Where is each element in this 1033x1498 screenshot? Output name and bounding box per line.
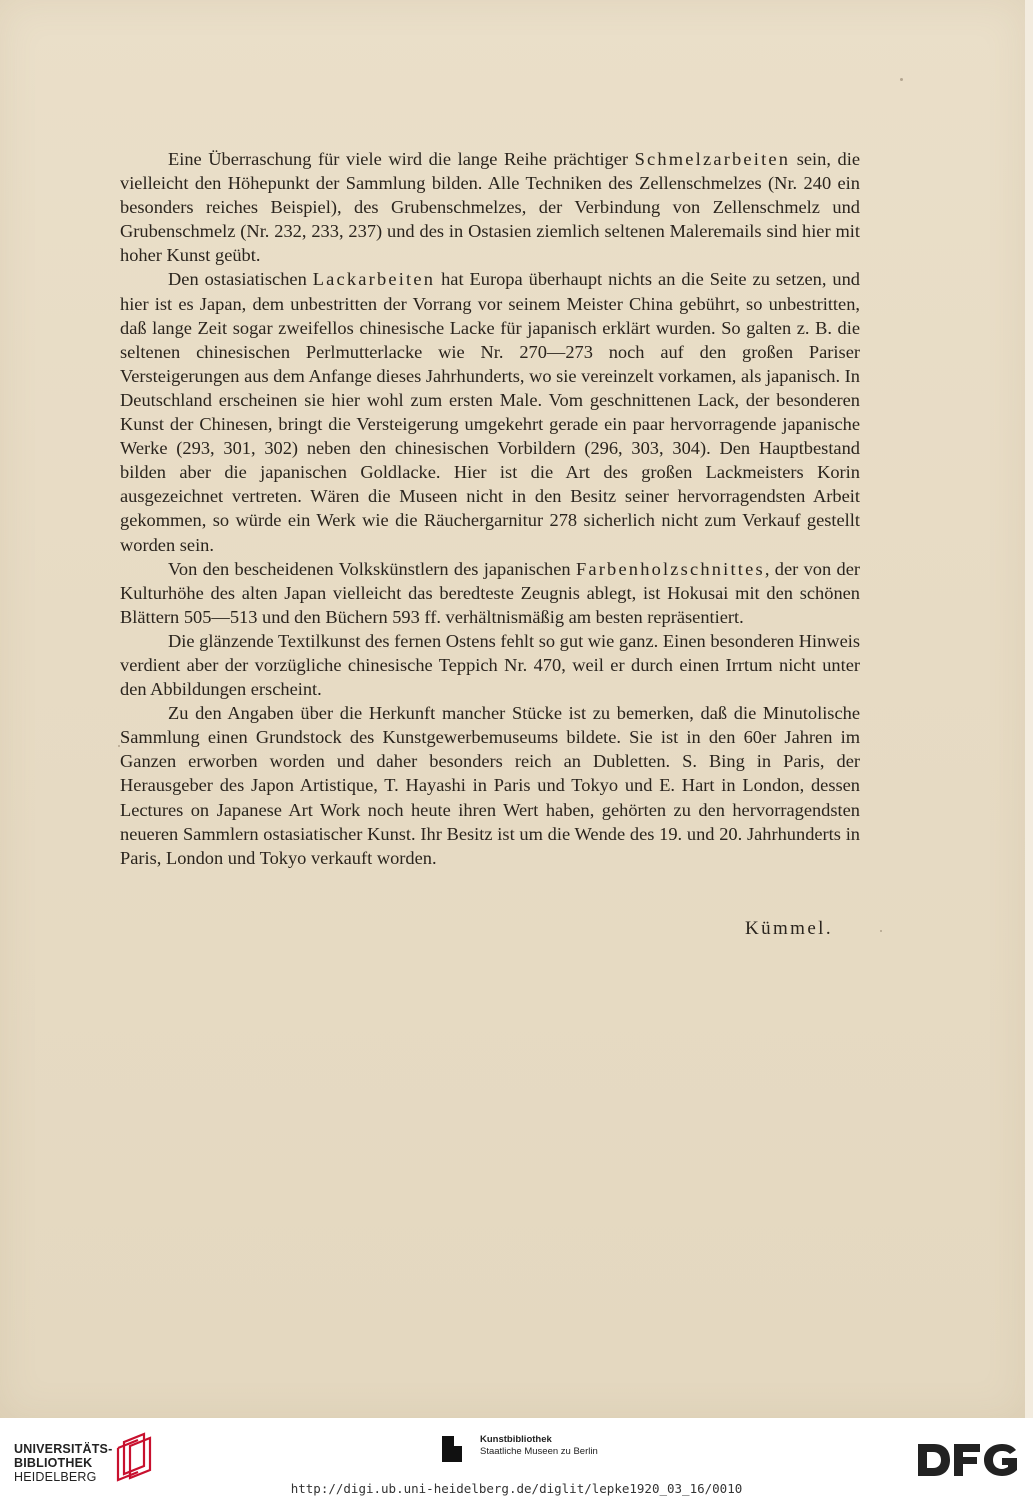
paragraph (120, 629, 860, 701)
ub-logo-text (14, 1442, 112, 1484)
kb-line2: Staatliche Museen zu Berlin (480, 1446, 598, 1457)
emphasized-term: Schmelzarbeiten (634, 149, 791, 169)
ub-logo-line3: HEIDELBERG (14, 1470, 97, 1484)
text-run: Zu den Angaben über die Herkunft mancher Stücke ist zu bemerken, daß die Minutolische Sammlung einen Grundstock des Kunstgewerbemuseums bildete. Sie ist in den 60er Jahren im Ganzen erworben worden und daher besonders reich an Dubletten. S. Bing in Paris, der Herausgeber des Japon Artistique, T. Hayashi in Paris und Tokyo und E. Hart in London, dessen Lectures on Japanese Art Work noch heute ihren Wert haben, gehörten zu den hervorragendsten neueren Sammlern ostasiatischer Kunst. Ihr Besitz ist um die Wende des 19. und 20. Jahrhunderts in Paris, London und Tokyo verkauft worden. (120, 703, 860, 868)
text-run: hat Europa überhaupt nichts an die Seite zu setzen, und hier ist es Japan, dem unbestritten der Vorrang vor seinem Meister China gebührt, so unbestritten, daß lange Zeit sogar zweifellos chinesische Lacke für japanisch erklärt wurden. So galten z. B. die seltenen chinesischen Perlmutterlacke wie Nr. 270—273 noch auf den großen Pariser Versteigerungen aus dem Anfange dieses Jahrhunderts, wo sie vereinzelt vorkamen, als japanisch. In Deutschland erscheinen sie hier wohl zum ersten Male. Vom geschnittenen Lack, der besonderen Kunst der Chinesen, bringt die Versteigerung umgekehrt gerade ein paar hervorragende japanische Werke (293, 301, 302) neben den chinesischen Vorbildern (296, 303, 304). Den Hauptbestand bilden aber die japanischen Goldlacke. Hier ist die Art des großen Lackmeisters Korin ausgezeichnet vertreten. Wären die Museen nicht in den Besitz seiner hervorragendsten Arbeit gekommen, so würde ein Werk wie die Räuchergarnitur 278 sicherlich nicht zum Verkauf gestellt worden sein. (120, 269, 860, 555)
author-signature: Kümmel. (744, 918, 833, 939)
paragraph (120, 147, 860, 267)
kunstbibliothek-logo[interactable] (442, 1434, 612, 1468)
permalink-url[interactable]: http://digi.ub.uni-heidelberg.de/diglit/lepke1920_03_16/0010 (290, 1481, 743, 1496)
kunstbibliothek-text (480, 1434, 598, 1458)
text-run: Die glänzende Textilkunst des fernen Ostens fehlt so gut wie ganz. Einen besonderen Hinweis verdient aber der vorzügliche chinesische Teppich Nr. 470, weil er durch einen Irrtum nicht unter den Abbildungen erscheint. (120, 630, 860, 700)
paper-speck (900, 78, 903, 81)
ub-logo-line2: BIBLIOTHEK (14, 1456, 93, 1470)
text-run: sein, die vielleicht den Höhepunkt der Sammlung bilden. Alle Techniken des Zellenschmelzes (Nr. 240 ein besonders reiches Beispiel), des Grubenschmelzes, der Verbindung von Zellenschmelz und Grubenschmelz (Nr. 232, 233, 237) und des in Ostasien ziemlich seltenen Maleremails sind hier mit hoher Kunst geübt. (120, 149, 860, 266)
paragraph (120, 557, 860, 629)
paper-speck (880, 930, 882, 932)
text-run: Den ostasiatischen (168, 269, 313, 290)
paragraph (120, 701, 860, 870)
text-run: , der von der Kulturhöhe des alten Japan vielleicht das beredteste Zeugnis ablegt, ist Hokusai mit den schönen Blättern 505—513 und den Büchern 593 ff. verhältnismäßig am besten repräsentiert. (120, 558, 860, 627)
ub-logo-line1: UNIVERSITÄTS- (14, 1442, 113, 1456)
scan-edge (1025, 0, 1033, 1498)
dfg-logo[interactable] (918, 1442, 1018, 1478)
dfg-logo-text: DFG (918, 1442, 921, 1443)
kunstbibliothek-icon (442, 1436, 468, 1462)
kb-line1: Kunstbibliothek (480, 1434, 552, 1445)
text-run: Von den bescheidenen Volkskünstlern des japanischen (168, 558, 576, 579)
emphasized-term: Lackarbeiten (312, 269, 436, 290)
text-run: Eine Überraschung für viele wird die lange Reihe prächtiger (168, 149, 635, 169)
digitization-footer (0, 1418, 1033, 1498)
ub-mark-icon (110, 1432, 156, 1484)
emphasized-term: Farbenholzschnittes (575, 558, 765, 579)
body-text (120, 147, 860, 870)
paragraph (120, 267, 860, 556)
